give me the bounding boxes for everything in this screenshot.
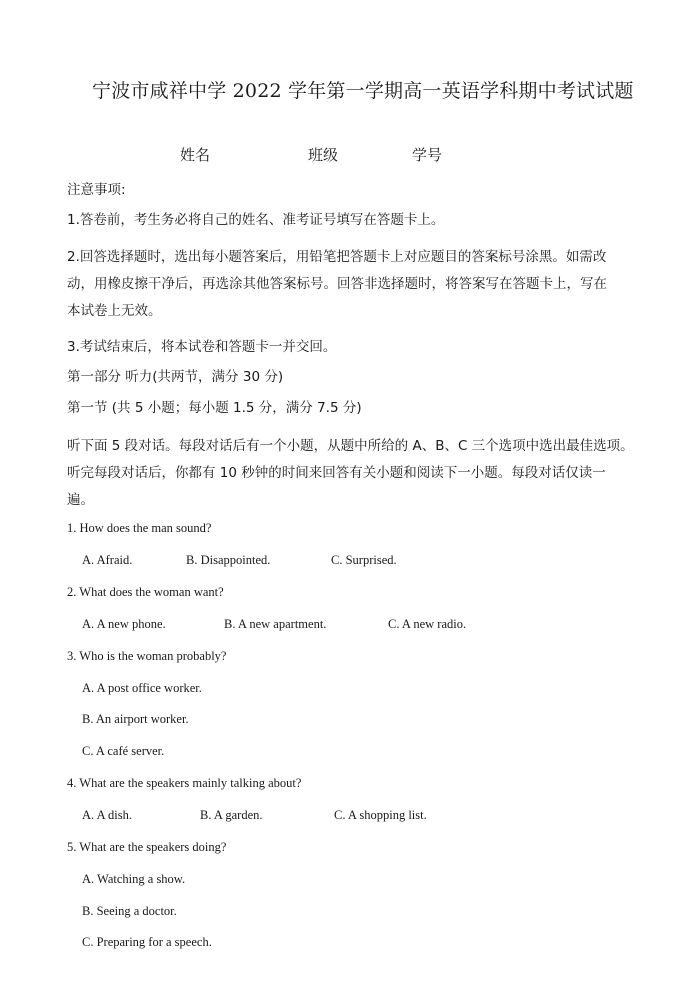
notice-item-3: 3.考试结束后，将本试卷和答题卡一并交回。 xyxy=(67,339,337,355)
question-4-option-a[interactable]: A. A dish. xyxy=(82,808,133,822)
name-label: 姓名 xyxy=(180,146,211,164)
exam-title: 宁波市咸祥中学 2022 学年第一学期高一英语学科期中考试试题 xyxy=(92,80,634,102)
question-2-option-c[interactable]: C. A new radio. xyxy=(388,617,467,631)
notice-heading: 注意事项: xyxy=(67,182,126,198)
class-label: 班级 xyxy=(308,146,339,164)
question-4-option-c[interactable]: C. A shopping list. xyxy=(334,808,427,822)
notice-item-2-line-3: 本试卷上无效。 xyxy=(67,303,162,319)
instructions-line-1: 听下面 5 段对话。每段对话后有一个小题，从题中所给的 A、B、C 三个选项中选出最佳选项。 xyxy=(67,438,634,454)
question-3-option-c[interactable]: C. A café server. xyxy=(82,744,165,758)
question-1-stem: 1. How does the man sound? xyxy=(67,521,212,535)
part1-heading: 第一部分 听力(共两节，满分 30 分) xyxy=(67,369,284,385)
instructions-line-3: 遍。 xyxy=(67,492,94,508)
question-3-option-b[interactable]: B. An airport worker. xyxy=(82,712,189,726)
question-5-option-a[interactable]: A. Watching a show. xyxy=(82,872,186,886)
question-4-stem: 4. What are the speakers mainly talking about? xyxy=(67,776,302,790)
student-id-label: 学号 xyxy=(412,146,443,164)
instructions-line-2: 听完每段对话后，你都有 10 秒钟的时间来回答有关小题和阅读下一小题。每段对话仅读一 xyxy=(67,465,606,481)
question-5-option-c[interactable]: C. Preparing for a speech. xyxy=(82,935,212,949)
question-5-option-b[interactable]: B. Seeing a doctor. xyxy=(82,904,177,918)
question-4-option-b[interactable]: B. A garden. xyxy=(200,808,263,822)
question-2-option-b[interactable]: B. A new apartment. xyxy=(224,617,327,631)
question-5-stem: 5. What are the speakers doing? xyxy=(67,840,227,854)
question-2-option-a[interactable]: A. A new phone. xyxy=(82,617,166,631)
question-3-option-a[interactable]: A. A post office worker. xyxy=(82,681,202,695)
question-1-option-b[interactable]: B. Disappointed. xyxy=(186,553,271,567)
question-2-stem: 2. What does the woman want? xyxy=(67,585,224,599)
notice-item-2-line-1: 2.回答选择题时，选出每小题答案后，用铅笔把答题卡上对应题目的答案标号涂黑。如需改 xyxy=(67,249,607,265)
notice-item-1: 1.答卷前，考生务必将自己的姓名、准考证号填写在答题卡上。 xyxy=(67,212,445,228)
question-1-option-c[interactable]: C. Surprised. xyxy=(331,553,397,567)
section1-heading: 第一节 (共 5 小题；每小题 1.5 分，满分 7.5 分) xyxy=(67,400,362,416)
notice-item-2-line-2: 动，用橡皮擦干净后，再选涂其他答案标号。回答非选择题时，将答案写在答题卡上，写在 xyxy=(67,276,607,292)
question-1-option-a[interactable]: A. Afraid. xyxy=(82,553,133,567)
question-3-stem: 3. Who is the woman probably? xyxy=(67,649,227,663)
